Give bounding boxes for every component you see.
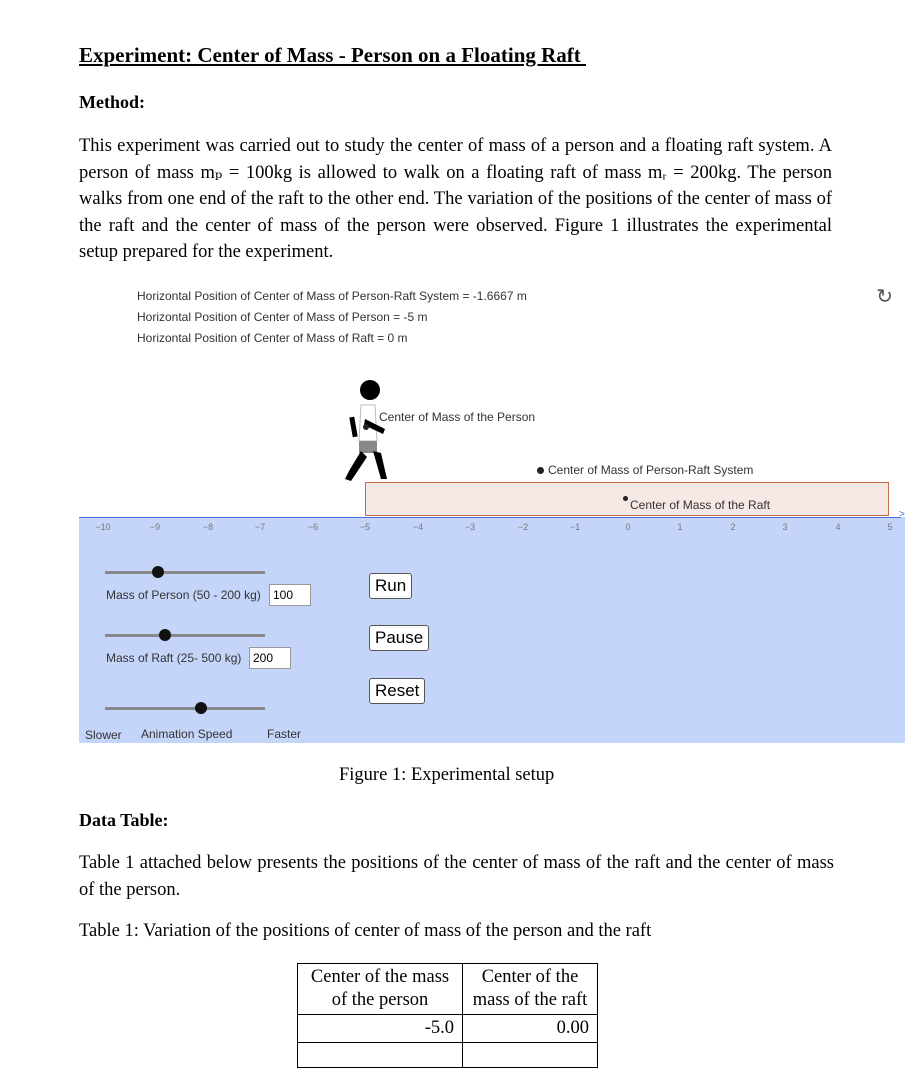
system-com-dot [537,467,544,474]
axis-tick: 4 [835,522,841,532]
info-person-com: Horizontal Position of Center of Mass of Person = -5 m [137,310,428,324]
axis-tick: 5 [887,522,893,532]
axis-tick: −10 [95,522,111,532]
axis-tick: 1 [677,522,683,532]
animation-speed-slider-knob[interactable] [195,702,207,714]
speed-label: Animation Speed [141,727,233,741]
refresh-icon[interactable]: ↻ [876,286,893,308]
person-com-label: Center of Mass of the Person [379,410,536,424]
mass-raft-label: Mass of Raft (25- 500 kg) [106,651,242,665]
axis-tick: −9 [149,522,161,532]
axis-tick: −8 [202,522,214,532]
speed-faster-label: Faster [267,727,302,741]
axis-tick: −3 [464,522,476,532]
animation-speed-slider[interactable] [105,707,265,710]
data-table [297,963,598,1068]
raft-com-label: Center of Mass of the Raft [630,498,771,512]
document-title: Experiment: Center of Mass - Person on a Floating Raft [79,43,587,67]
axis-tick: −1 [569,522,581,532]
axis-tick: −4 [412,522,424,532]
table-header-person: Center of the mass of the person [298,964,463,1015]
axis-tick: −6 [307,522,319,532]
mass-raft-input[interactable]: 200 [249,647,291,669]
table-caption: Table 1: Variation of the positions of center of mass of the person and the raft [79,921,652,941]
mass-person-slider-knob[interactable] [152,566,164,578]
raft-com-dot [623,496,628,501]
axis-tick: −5 [359,522,371,532]
person-figure-icon [337,379,397,487]
table-cell [463,1043,598,1068]
table-row [298,1043,598,1068]
mass-person-slider[interactable] [105,571,265,574]
data-table-heading: Data Table: [79,810,169,830]
axis-tick: 3 [782,522,788,532]
reset-button[interactable]: Reset [369,678,425,704]
speed-slower-label: Slower [85,728,122,742]
table-cell: 0.00 [463,1015,598,1043]
figure-caption: Figure 1: Experimental setup [339,765,555,785]
x-axis [79,517,901,518]
method-heading: Method: [79,92,145,112]
x-axis-arrow-icon: > [899,509,905,520]
axis-tick: −2 [517,522,529,532]
mass-raft-slider-knob[interactable] [159,629,171,641]
method-paragraph: This experiment was carried out to study the center of mass of a person and a floating raft system. A person of mass mₚ = 100kg is allowed to walk on a floating raft of mass mᵣ = 200kg. The person walks from one end of the raft to the other end. The variation of the positions of the center of mass of the raft and the center of mass of the person were observed. Figure 1 illustrates the experimental setup prepared for the experiment. [79,136,832,262]
table-row [298,1015,598,1043]
table-header-raft: Center of the mass of the raft [463,964,598,1015]
axis-tick: 2 [730,522,736,532]
system-com-label: Center of Mass of Person-Raft System [548,463,754,477]
run-button[interactable]: Run [369,573,412,599]
pause-button[interactable]: Pause [369,625,429,651]
table-cell: -5.0 [298,1015,463,1043]
axis-tick: 0 [625,522,631,532]
axis-tick: −7 [254,522,266,532]
info-system-com: Horizontal Position of Center of Mass of Person-Raft System = -1.6667 m [137,289,527,303]
data-paragraph: Table 1 attached below presents the positions of the center of mass of the raft and the center of mass of the person. [79,853,834,900]
mass-person-label: Mass of Person (50 - 200 kg) [106,588,261,602]
mass-person-input[interactable]: 100 [269,584,311,606]
table-header-row [298,964,598,1015]
info-raft-com: Horizontal Position of Center of Mass of Raft = 0 m [137,331,408,345]
mass-raft-slider[interactable] [105,634,265,637]
table-cell [298,1043,463,1068]
simulation-applet [79,279,905,745]
